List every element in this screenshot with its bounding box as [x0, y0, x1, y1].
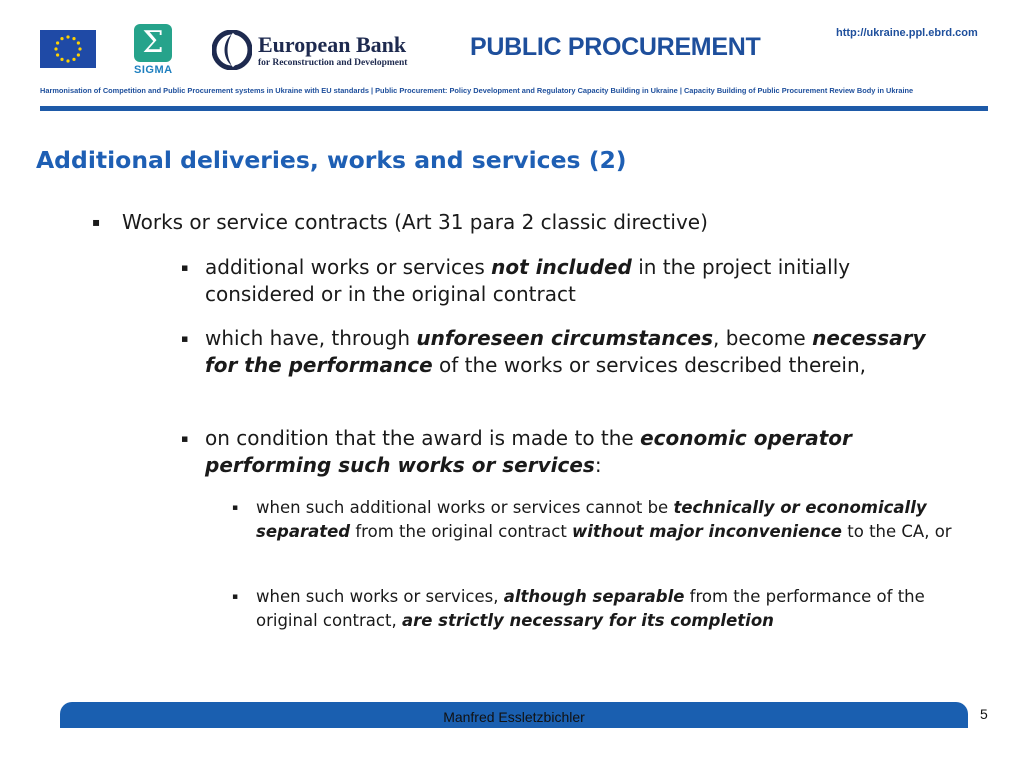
square-bullet-icon: ▪ — [232, 503, 239, 513]
square-bullet-icon: ▪ — [181, 261, 189, 274]
eu-star-icon — [72, 58, 75, 61]
bullet-text: Works or service contracts (Art 31 para 2 classic directive) — [122, 210, 708, 234]
bullet-text: when such works or services, although separable from the performance of the original contract, are strictly necessary for its completion — [256, 587, 925, 630]
eu-star-icon — [77, 41, 80, 44]
square-bullet-icon: ▪ — [232, 592, 239, 602]
ebrd-logo — [212, 28, 432, 72]
eu-star-icon — [66, 35, 69, 38]
footer-author: Manfred Essletzbichler — [443, 709, 585, 725]
square-bullet-icon: ▪ — [181, 332, 189, 345]
eu-star-icon — [56, 41, 59, 44]
website-link[interactable]: http://ukraine.ppl.ebrd.com — [836, 27, 978, 39]
slide-header — [0, 0, 1024, 115]
program-tagline: Harmonisation of Competition and Public Procurement systems in Ukraine with EU standards | Public Procurement: Policy Development and Regulatory Capacity Building in Ukraine | Capacity Building of Public Procurement Review Body in Ukraine — [40, 86, 914, 95]
bullet-text: which have, through unforeseen circumstances, become necessary for the performance of the works or services described therein, — [205, 326, 926, 377]
eu-star-icon — [60, 37, 63, 40]
square-bullet-icon: ▪ — [92, 215, 101, 229]
slide-title: Additional deliveries, works and services (2) — [36, 146, 627, 174]
eu-star-icon — [72, 37, 75, 40]
ebrd-subtitle: for Reconstruction and Development — [258, 58, 408, 68]
eu-star-icon — [66, 59, 69, 62]
header-divider — [40, 106, 988, 111]
eu-star-icon — [56, 53, 59, 56]
eu-flag-logo — [40, 30, 96, 68]
eu-star-icon — [77, 53, 80, 56]
program-title: PUBLIC PROCUREMENT — [470, 33, 761, 61]
bullet-text: on condition that the award is made to the economic operator performing such works or services: — [205, 426, 852, 477]
bullet-text: when such additional works or services cannot be technically or economically separated from the original contract without major inconvenience to the CA, or — [256, 498, 952, 541]
bullet-text: additional works or services not included in the project initially considered or in the original contract — [205, 255, 851, 306]
sigma-icon: Σ — [134, 24, 172, 62]
eu-star-icon — [78, 47, 81, 50]
page-number: 5 — [980, 706, 988, 722]
sigma-label: SIGMA — [134, 64, 173, 76]
ebrd-name: European Bank — [258, 32, 407, 57]
footer-bar — [60, 702, 988, 728]
eu-stars-icon — [40, 30, 96, 68]
sigma-logo — [134, 24, 176, 78]
ebrd-emblem-icon — [212, 30, 252, 70]
eu-star-icon — [60, 58, 63, 61]
eu-star-icon — [54, 47, 57, 50]
square-bullet-icon: ▪ — [181, 432, 189, 445]
